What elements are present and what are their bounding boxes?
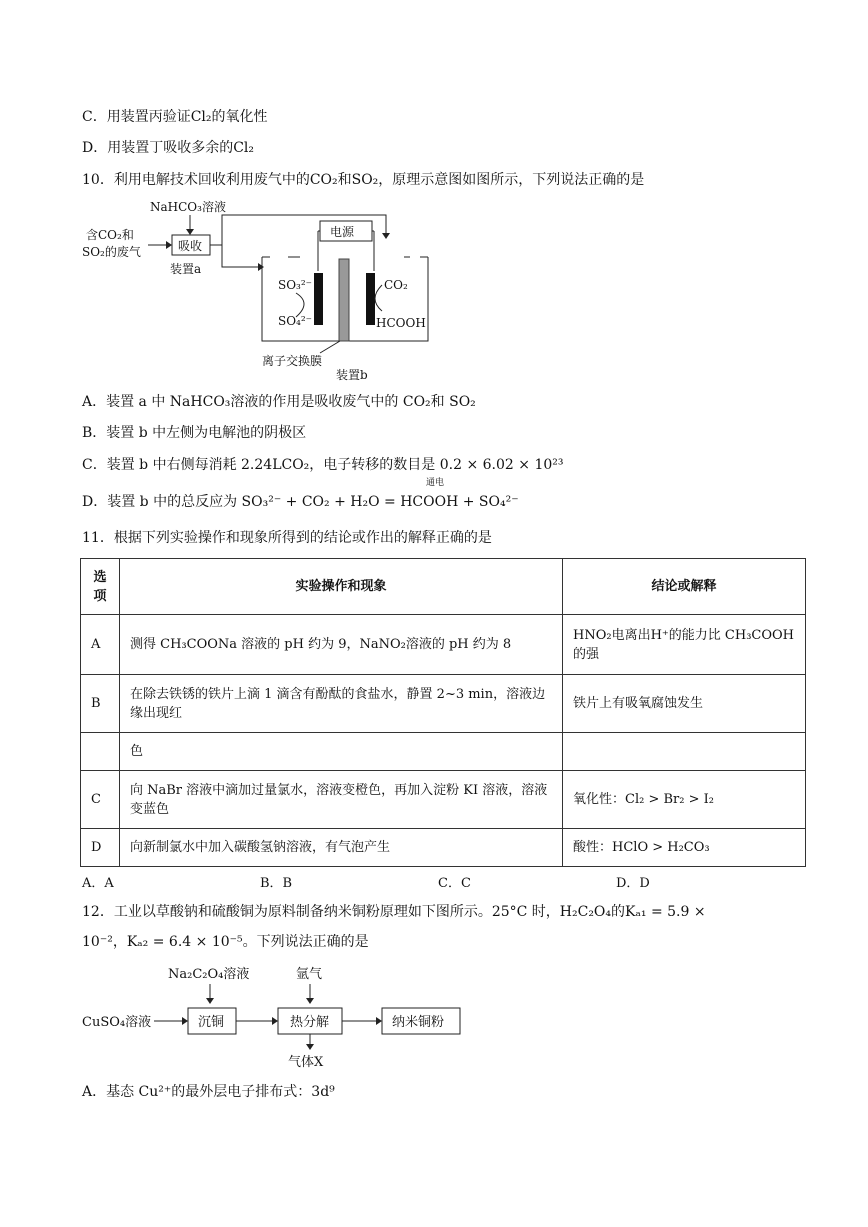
row-operation: 向 NaBr 溶液中滴加过量氯水，溶液变橙色，再加入淀粉 KI 溶液，溶液变蓝色: [120, 771, 563, 829]
q10-option-d: D．装置 b 中的总反应为 SO₃²⁻ + CO₂ + H₂O = HCOOH + SO₄²⁻: [82, 494, 519, 510]
q10-option-d-condition: 通电: [426, 478, 445, 488]
experiment-table: [80, 558, 806, 867]
header-operation: 实验操作和现象: [120, 559, 563, 615]
row-operation: 向新制氯水中加入碳酸氢钠溶液，有气泡产生: [120, 829, 563, 867]
row-operation: 色: [120, 733, 563, 771]
q12-option-a: A．基态 Cu²⁺的最外层电子排布式：3d⁹: [82, 1084, 335, 1100]
table-row: [81, 675, 806, 733]
power-label: 电源: [330, 225, 355, 239]
q12-stem-line2: 10⁻²，Kₐ₂ = 6.4 × 10⁻⁵。下列说法正确的是: [82, 934, 369, 950]
row-conclusion: [563, 733, 806, 771]
q9-option-d: D．用装置丁吸收多余的Cl₂: [82, 140, 255, 156]
hcooh-label: HCOOH: [376, 316, 426, 330]
q10-option-a: A．装置 a 中 NaHCO₃溶液的作用是吸收废气中的 CO₂和 SO₂: [82, 394, 476, 410]
q11-stem: 11．根据下列实验操作和现象所得到的结论或作出的解释正确的是: [82, 530, 492, 546]
gas-x-label: 气体X: [288, 1055, 324, 1070]
row-conclusion: 氧化性：Cl₂ > Br₂ > I₂: [563, 771, 806, 829]
row-option: C: [81, 771, 120, 829]
table-row: [81, 829, 806, 867]
row-operation: 在除去铁锈的铁片上滴 1 滴含有酚酞的食盐水，静置 2~3 min，溶液边缘出现红: [120, 675, 563, 733]
step-precipitate: 沉铜: [198, 1015, 225, 1030]
nahco3-label: NaHCO₃溶液: [150, 200, 226, 214]
choice-d: D．D: [616, 876, 650, 891]
membrane-label: 离子交换膜: [262, 354, 323, 368]
q10-option-b: B．装置 b 中左侧为电解池的阴极区: [82, 425, 307, 441]
row-conclusion: 铁片上有吸氧腐蚀发生: [563, 675, 806, 733]
sulfite-label: SO₃²⁻: [278, 278, 313, 292]
q9-option-c: C．用装置丙验证Cl₂的氧化性: [82, 109, 268, 125]
reagent-label: Na₂C₂O₄溶液: [168, 967, 250, 982]
table-row: [81, 615, 806, 675]
q11-choices: [82, 872, 794, 891]
table-row: [81, 733, 806, 771]
argon-label: 氩气: [296, 967, 323, 982]
row-option: A: [81, 615, 120, 675]
row-option: D: [81, 829, 120, 867]
electrolysis-diagram: [0, 195, 868, 385]
row-option: [81, 733, 120, 771]
absorb-box-label: 吸收: [178, 239, 203, 253]
row-option: B: [81, 675, 120, 733]
product-label: 纳米铜粉: [392, 1015, 445, 1030]
process-flow-diagram: [0, 960, 868, 1080]
table-header-row: [81, 559, 806, 615]
gas-in-label-2: SO₂的废气: [82, 245, 141, 259]
row-conclusion: HNO₂电离出H⁺的能力比 CH₃COOH 的强: [563, 615, 806, 675]
row-conclusion: 酸性：HClO > H₂CO₃: [563, 829, 806, 867]
header-option: 选项: [81, 559, 120, 615]
sulfate-label: SO₄²⁻: [278, 314, 313, 328]
row-operation: 测得 CH₃COONa 溶液的 pH 约为 9，NaNO₂溶液的 pH 约为 8: [120, 615, 563, 675]
q10-option-c: C．装置 b 中右侧每消耗 2.24LCO₂，电子转移的数目是 0.2 × 6.02 × 10²³: [82, 457, 564, 473]
choice-a: A．A: [82, 876, 114, 891]
co2-label: CO₂: [384, 278, 408, 292]
step-decompose: 热分解: [290, 1015, 330, 1030]
device-b-label: 装置b: [336, 368, 368, 382]
table-row: [81, 771, 806, 829]
device-a-label: 装置a: [170, 262, 202, 276]
choice-c: C．C: [438, 876, 471, 891]
cuso4-label: CuSO₄溶液: [82, 1015, 152, 1030]
q10-stem: 10．利用电解技术回收利用废气中的CO₂和SO₂，原理示意图如图所示，下列说法正确的是: [82, 172, 645, 188]
header-conclusion: 结论或解释: [563, 559, 806, 615]
gas-in-label-1: 含CO₂和: [86, 228, 134, 242]
q12-stem-line1: 12．工业以草酸钠和硫酸铜为原料制备纳米铜粉原理如下图所示。25°C 时，H₂C₂O₄的Kₐ₁ = 5.9 ×: [82, 904, 706, 920]
choice-b: B．B: [260, 876, 293, 891]
